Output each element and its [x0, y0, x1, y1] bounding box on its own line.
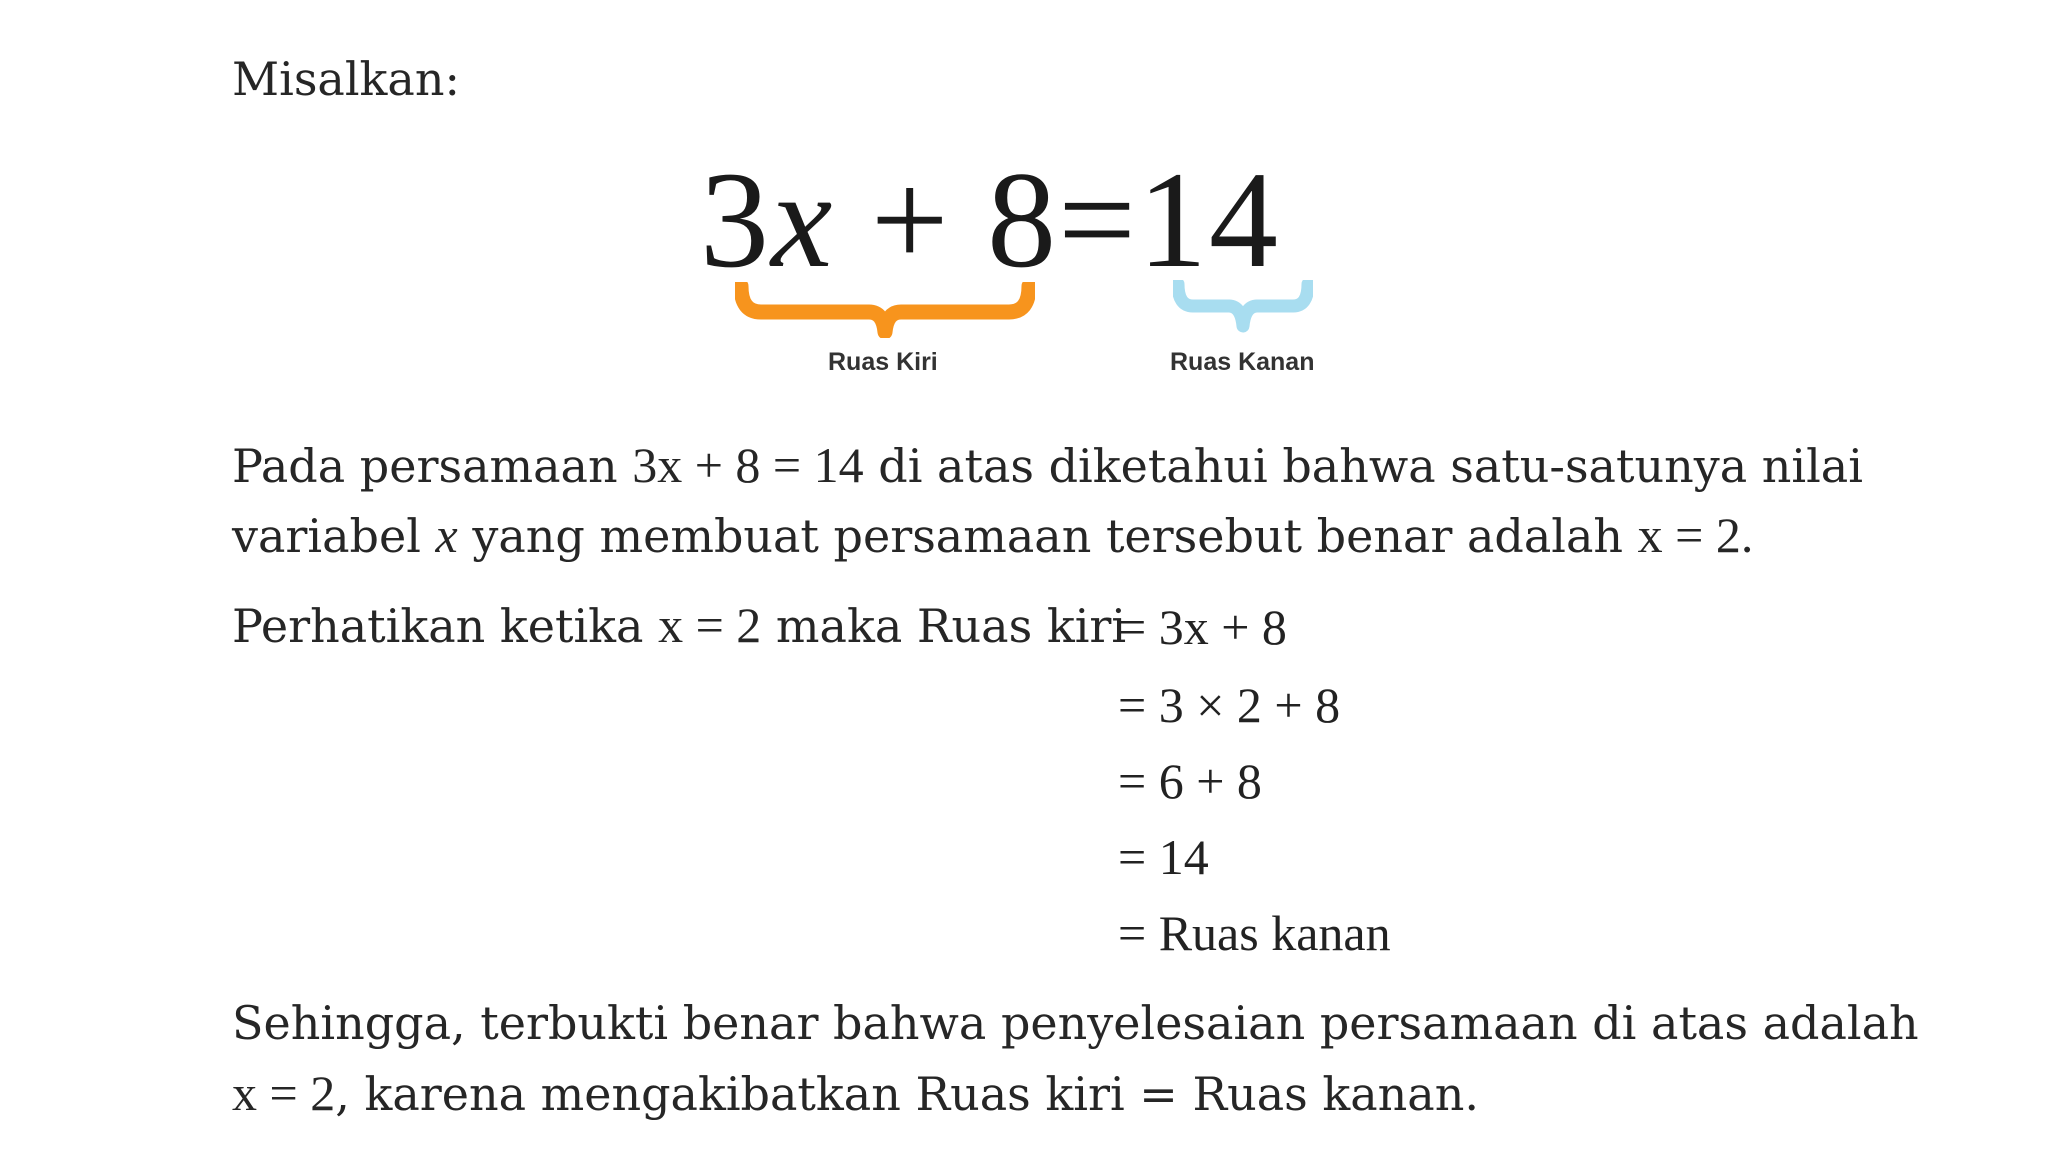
equation-coefficient: 3 — [700, 143, 771, 296]
left-side-label: Ruas Kiri — [828, 348, 938, 376]
equation-plus: + — [870, 143, 951, 296]
right-side-brace — [1173, 280, 1313, 336]
equation-constant: 8 — [987, 143, 1059, 296]
left-side-brace — [735, 282, 1035, 338]
conclusion-line: Sehingga, terbukti benar bahwa penyelesaian persamaan di atas adalah — [232, 996, 1919, 1050]
check-text: maka Ruas kiri — [761, 599, 1127, 653]
right-side-label: Ruas Kanan — [1170, 348, 1315, 376]
check-text: Perhatikan ketika — [232, 599, 659, 653]
main-equation — [700, 140, 1280, 299]
derivation-step: = 3x + 8 — [1118, 599, 1287, 655]
derivation-step: = 6 + 8 — [1118, 753, 1262, 809]
conclusion-line — [232, 1064, 1479, 1122]
inline-equation: x = 2 — [658, 597, 762, 653]
equation-rhs: 14 — [1137, 143, 1280, 296]
intro-text: Misalkan: — [232, 52, 460, 106]
equation-variable: x — [771, 143, 835, 296]
inline-equation: x = 2 — [232, 1065, 336, 1121]
inline-equation: 3x + 8 = 14 — [632, 437, 864, 493]
equation-equals: = — [1058, 143, 1138, 296]
paragraph-line — [232, 506, 1753, 564]
paragraph-line — [232, 436, 1863, 494]
derivation-step: = 14 — [1118, 829, 1209, 885]
period: . — [1740, 507, 1754, 563]
inline-equation: x = 2 — [1637, 507, 1741, 563]
paragraph-text: di atas diketahui bahwa satu-satunya nilai — [863, 439, 1863, 493]
check-statement — [232, 596, 1126, 654]
paragraph-text: variabel — [232, 509, 436, 563]
derivation-step: = Ruas kanan — [1118, 905, 1391, 961]
inline-variable: x — [435, 507, 458, 563]
derivation-step: = 3 × 2 + 8 — [1118, 677, 1341, 733]
paragraph-text: yang membuat persamaan tersebut benar adalah — [457, 509, 1638, 563]
paragraph-text: Pada persamaan — [232, 439, 633, 493]
conclusion-text: , karena mengakibatkan Ruas kiri = Ruas kanan. — [335, 1067, 1479, 1121]
